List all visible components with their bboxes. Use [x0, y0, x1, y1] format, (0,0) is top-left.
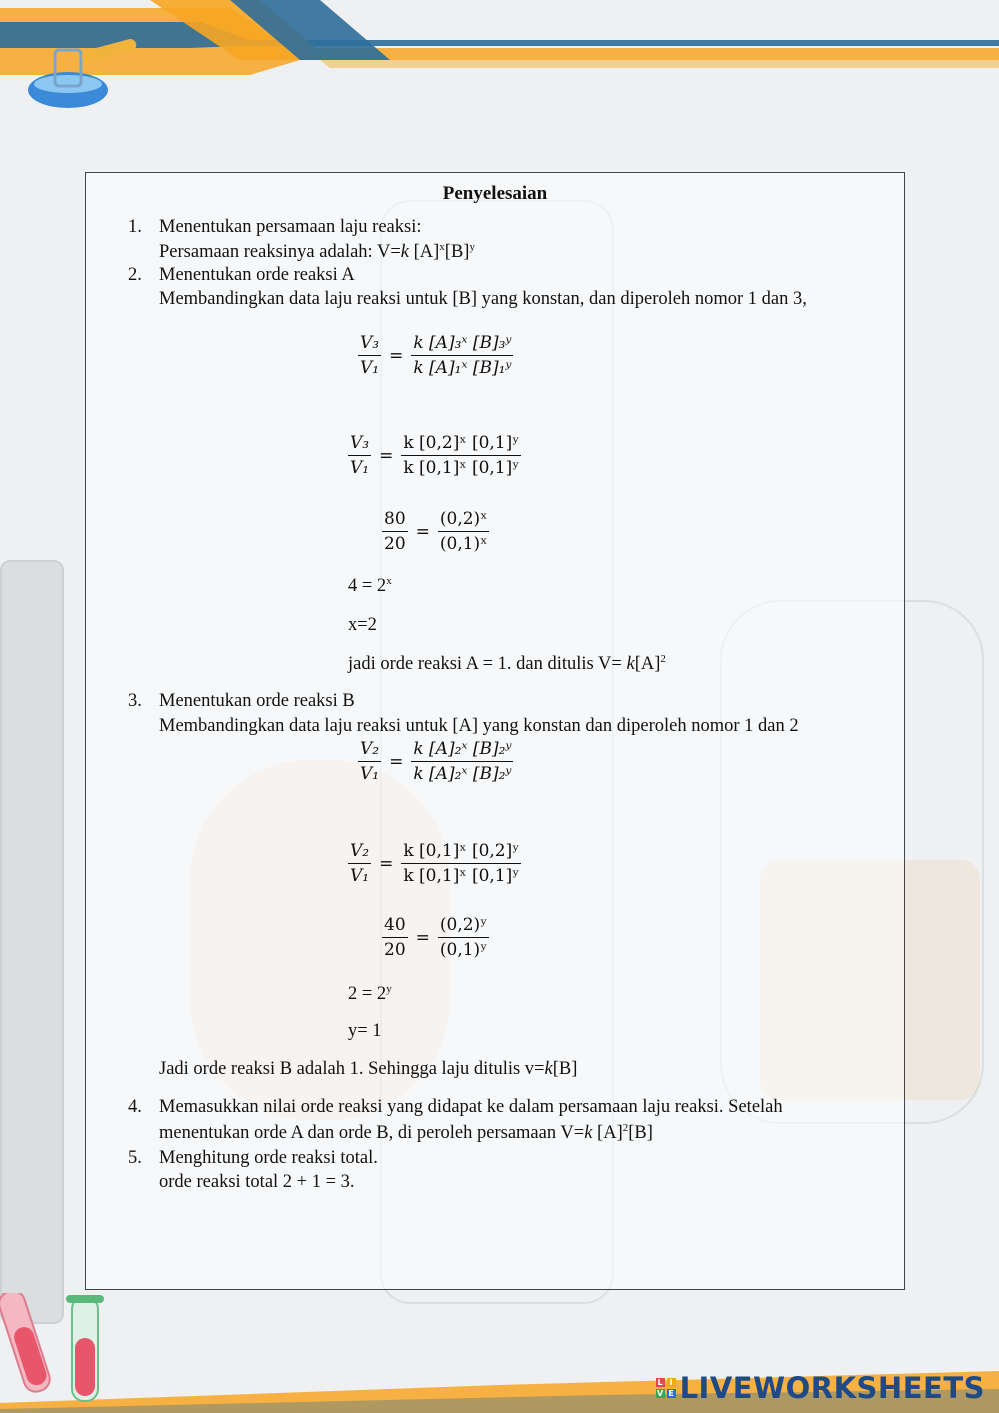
logo-grid-icon	[656, 1378, 676, 1398]
item-number: 1.	[128, 217, 142, 237]
item-number: 2.	[128, 265, 142, 285]
ratio-equation-numeric: $\frac{\text{V₃}}{\text{V₁}}$ = $\frac{\text{k [0,2]ˣ [0,1]ʸ}}{\text{k [0,1]ˣ [0,1]ʸ}}$	[350, 433, 520, 478]
ratio-equation-symbolic: $\frac{\text{V₃}}{\text{V₁}}$ = $\frac{\text{k [A]₃ˣ [B]₃ʸ}}{\text{k [A]₁ˣ [B]₁ʸ}}$	[360, 333, 512, 378]
ratio-equation-values: $\frac{40}{20}$ = $\frac{\text{(0,2)ʸ}}{\text{(0,1)ʸ}}$	[384, 915, 488, 960]
liveworksheets-logo	[656, 1371, 985, 1405]
total-order-line: orde reaksi total 2 + 1 = 3.	[159, 1172, 355, 1192]
item-number: 5.	[128, 1148, 142, 1168]
exponent-result: x=2	[348, 615, 377, 635]
header-banner	[0, 0, 999, 130]
item-heading: Menghitung orde reaksi total.	[159, 1148, 378, 1168]
item-heading: Menentukan persamaan laju reaksi:	[159, 217, 422, 237]
logo-cell: I	[667, 1378, 676, 1387]
item-number: 4.	[128, 1097, 142, 1117]
solution-panel	[85, 172, 905, 1290]
order-conclusion: jadi orde reaksi A = 1. dan ditulis $V= k[A]^2$	[348, 653, 666, 674]
logo-cell: E	[668, 1389, 674, 1398]
item-text-line: Memasukkan nilai orde reaksi yang didapat ke dalam persamaan laju reaksi. Setelah	[159, 1097, 783, 1117]
exponent-result: y= 1	[348, 1021, 382, 1041]
ratio-equation-values: $\frac{80}{20}$ = $\frac{\text{(0,2)ˣ}}{\text{(0,1)ˣ}}$	[384, 509, 488, 554]
item-description: Membandingkan data laju reaksi untuk [B] yang konstan, dan diperoleh nomor 1 dan 3,	[159, 289, 807, 309]
item-number: 3.	[128, 691, 142, 711]
final-rate-equation: menentukan orde A dan orde B, di peroleh persamaan V=k $[A]^2[B]$	[159, 1122, 653, 1143]
order-conclusion: Jadi orde reaksi B adalah 1. Sehingga laju ditulis v=k[B]	[159, 1059, 578, 1079]
rate-equation-line: Persamaan reaksinya adalah: V=k $[A]^x[B]^y$	[159, 241, 475, 262]
brand-name[interactable]: LIVEWORKSHEETS	[679, 1371, 985, 1405]
ratio-equation-symbolic: $\frac{\text{V₂}}{\text{V₁}}$ = $\frac{\text{k [A]₂ˣ [B]₂ʸ}}{\text{k [A]₂ˣ [B]₂ʸ}}$	[360, 739, 512, 784]
exponent-step: $2 = 2^y$	[348, 983, 392, 1004]
logo-cell: V	[656, 1389, 664, 1398]
panel-title: Penyelesaian	[442, 183, 548, 204]
item-heading: Menentukan orde reaksi B	[159, 691, 355, 711]
logo-cell: L	[657, 1378, 663, 1387]
exponent-step: $4 = 2^x$	[348, 575, 392, 596]
item-description: Membandingkan data laju reaksi untuk [A] yang konstan dan diperoleh nomor 1 dan 2	[159, 716, 799, 736]
ratio-equation-numeric: $\frac{\text{V₂}}{\text{V₁}}$ = $\frac{\text{k [0,1]ˣ [0,2]ʸ}}{\text{k [0,1]ˣ [0,1]ʸ}}$	[350, 841, 520, 886]
item-heading: Menentukan orde reaksi A	[159, 265, 355, 285]
bottle-shape	[0, 560, 64, 1324]
